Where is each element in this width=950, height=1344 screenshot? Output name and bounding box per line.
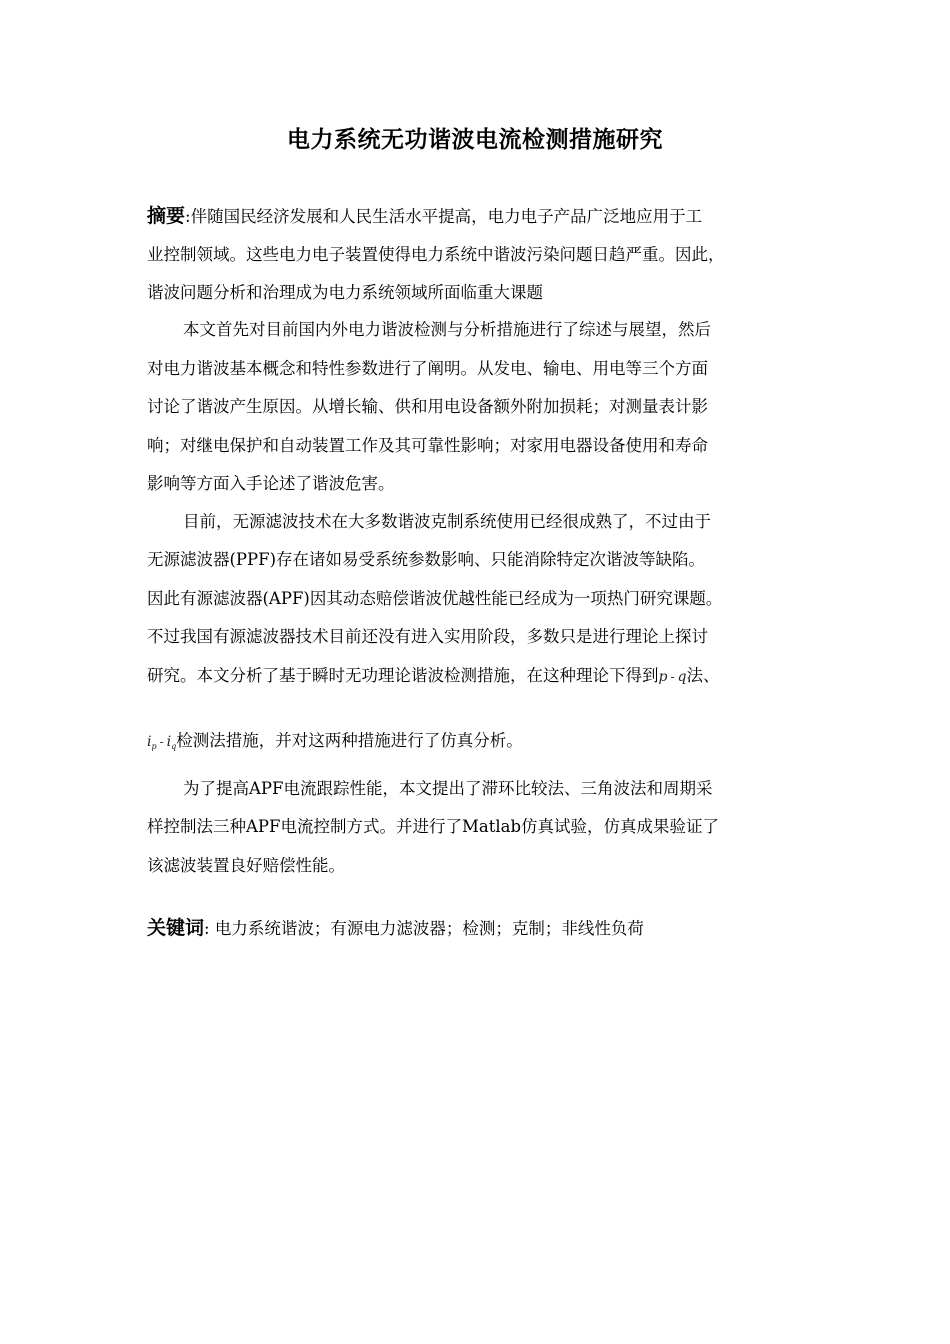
paragraph-line: 无源滤波器(PPF)存在诸如易受系统参数影响、只能消除特定次谐波等缺陷。 [147, 550, 706, 569]
paragraph-line: 样控制法三种APF电流控制方式。并进行了Matlab仿真试验，仿真成果验证了 [147, 817, 720, 836]
paragraph-line: 影响等方面入手论述了谐波危害。 [147, 474, 395, 493]
abstract-text: 伴随国民经济发展和人民生活水平提高，电力电子产品广泛地应用于工 [190, 207, 703, 226]
paragraph-line: 响；对继电保护和自动装置工作及其可靠性影响；对家用电器设备使用和寿命 [147, 436, 708, 455]
keywords-label-colon: : [204, 919, 210, 938]
abstract-label: 摘要 [147, 205, 186, 227]
keywords-line [147, 918, 644, 939]
paragraph-line: 讨论了谐波产生原因。从增长输、供和用电设备额外附加损耗；对测量表计影 [147, 397, 708, 416]
paragraph-text: 检测法措施，并对这两种措施进行了仿真分析。 [176, 731, 523, 750]
abstract-line: 业控制领域。这些电力电子装置使得电力系统中谐波污染问题日趋严重。因此， [147, 245, 725, 264]
paragraph-line: 不过我国有源滤波器技术目前还没有进入实用阶段，多数只是进行理论上探讨 [147, 627, 708, 646]
paragraph-text: 研究。本文分析了基于瞬时无功理论谐波检测措施，在这种理论下得到 [147, 666, 659, 685]
paragraph-text: 法、 [686, 666, 720, 685]
abstract-label-colon: : [185, 207, 191, 226]
paragraph-line: 本文首先对目前国内外电力谐波检测与分析措施进行了综述与展望，然后 [183, 320, 711, 339]
ipiq-formula: $i_p - i_q$ [147, 734, 177, 751]
paragraph-line [147, 666, 720, 687]
paragraph-line: 对电力谐波基本概念和特性参数进行了阐明。从发电、输电、用电等三个方面 [147, 359, 708, 378]
keywords-label: 关键词 [147, 917, 205, 939]
paragraph-line: 因此有源滤波器(APF)因其动态赔偿谐波优越性能已经成为一项热门研究课题。 [147, 589, 723, 608]
keywords-text: 电力系统谐波；有源电力滤波器；检测；克制；非线性负荷 [209, 919, 644, 938]
paragraph-line [147, 731, 523, 757]
paragraph-line: 该滤波装置良好赔偿性能。 [147, 856, 345, 875]
document-title: 电力系统无功谐波电流检测措施研究 [287, 127, 663, 153]
paragraph-line: 为了提高APF电流跟踪性能，本文提出了滞环比较法、三角波法和周期采 [183, 779, 713, 798]
pq-formula: p - q [658, 669, 687, 685]
paragraph-line: 目前，无源滤波技术在大多数谐波克制系统使用已经很成熟了，不过由于 [183, 512, 711, 531]
abstract-line [147, 206, 702, 227]
abstract-line: 谐波问题分析和治理成为电力系统领域所面临重大课题 [147, 283, 543, 302]
